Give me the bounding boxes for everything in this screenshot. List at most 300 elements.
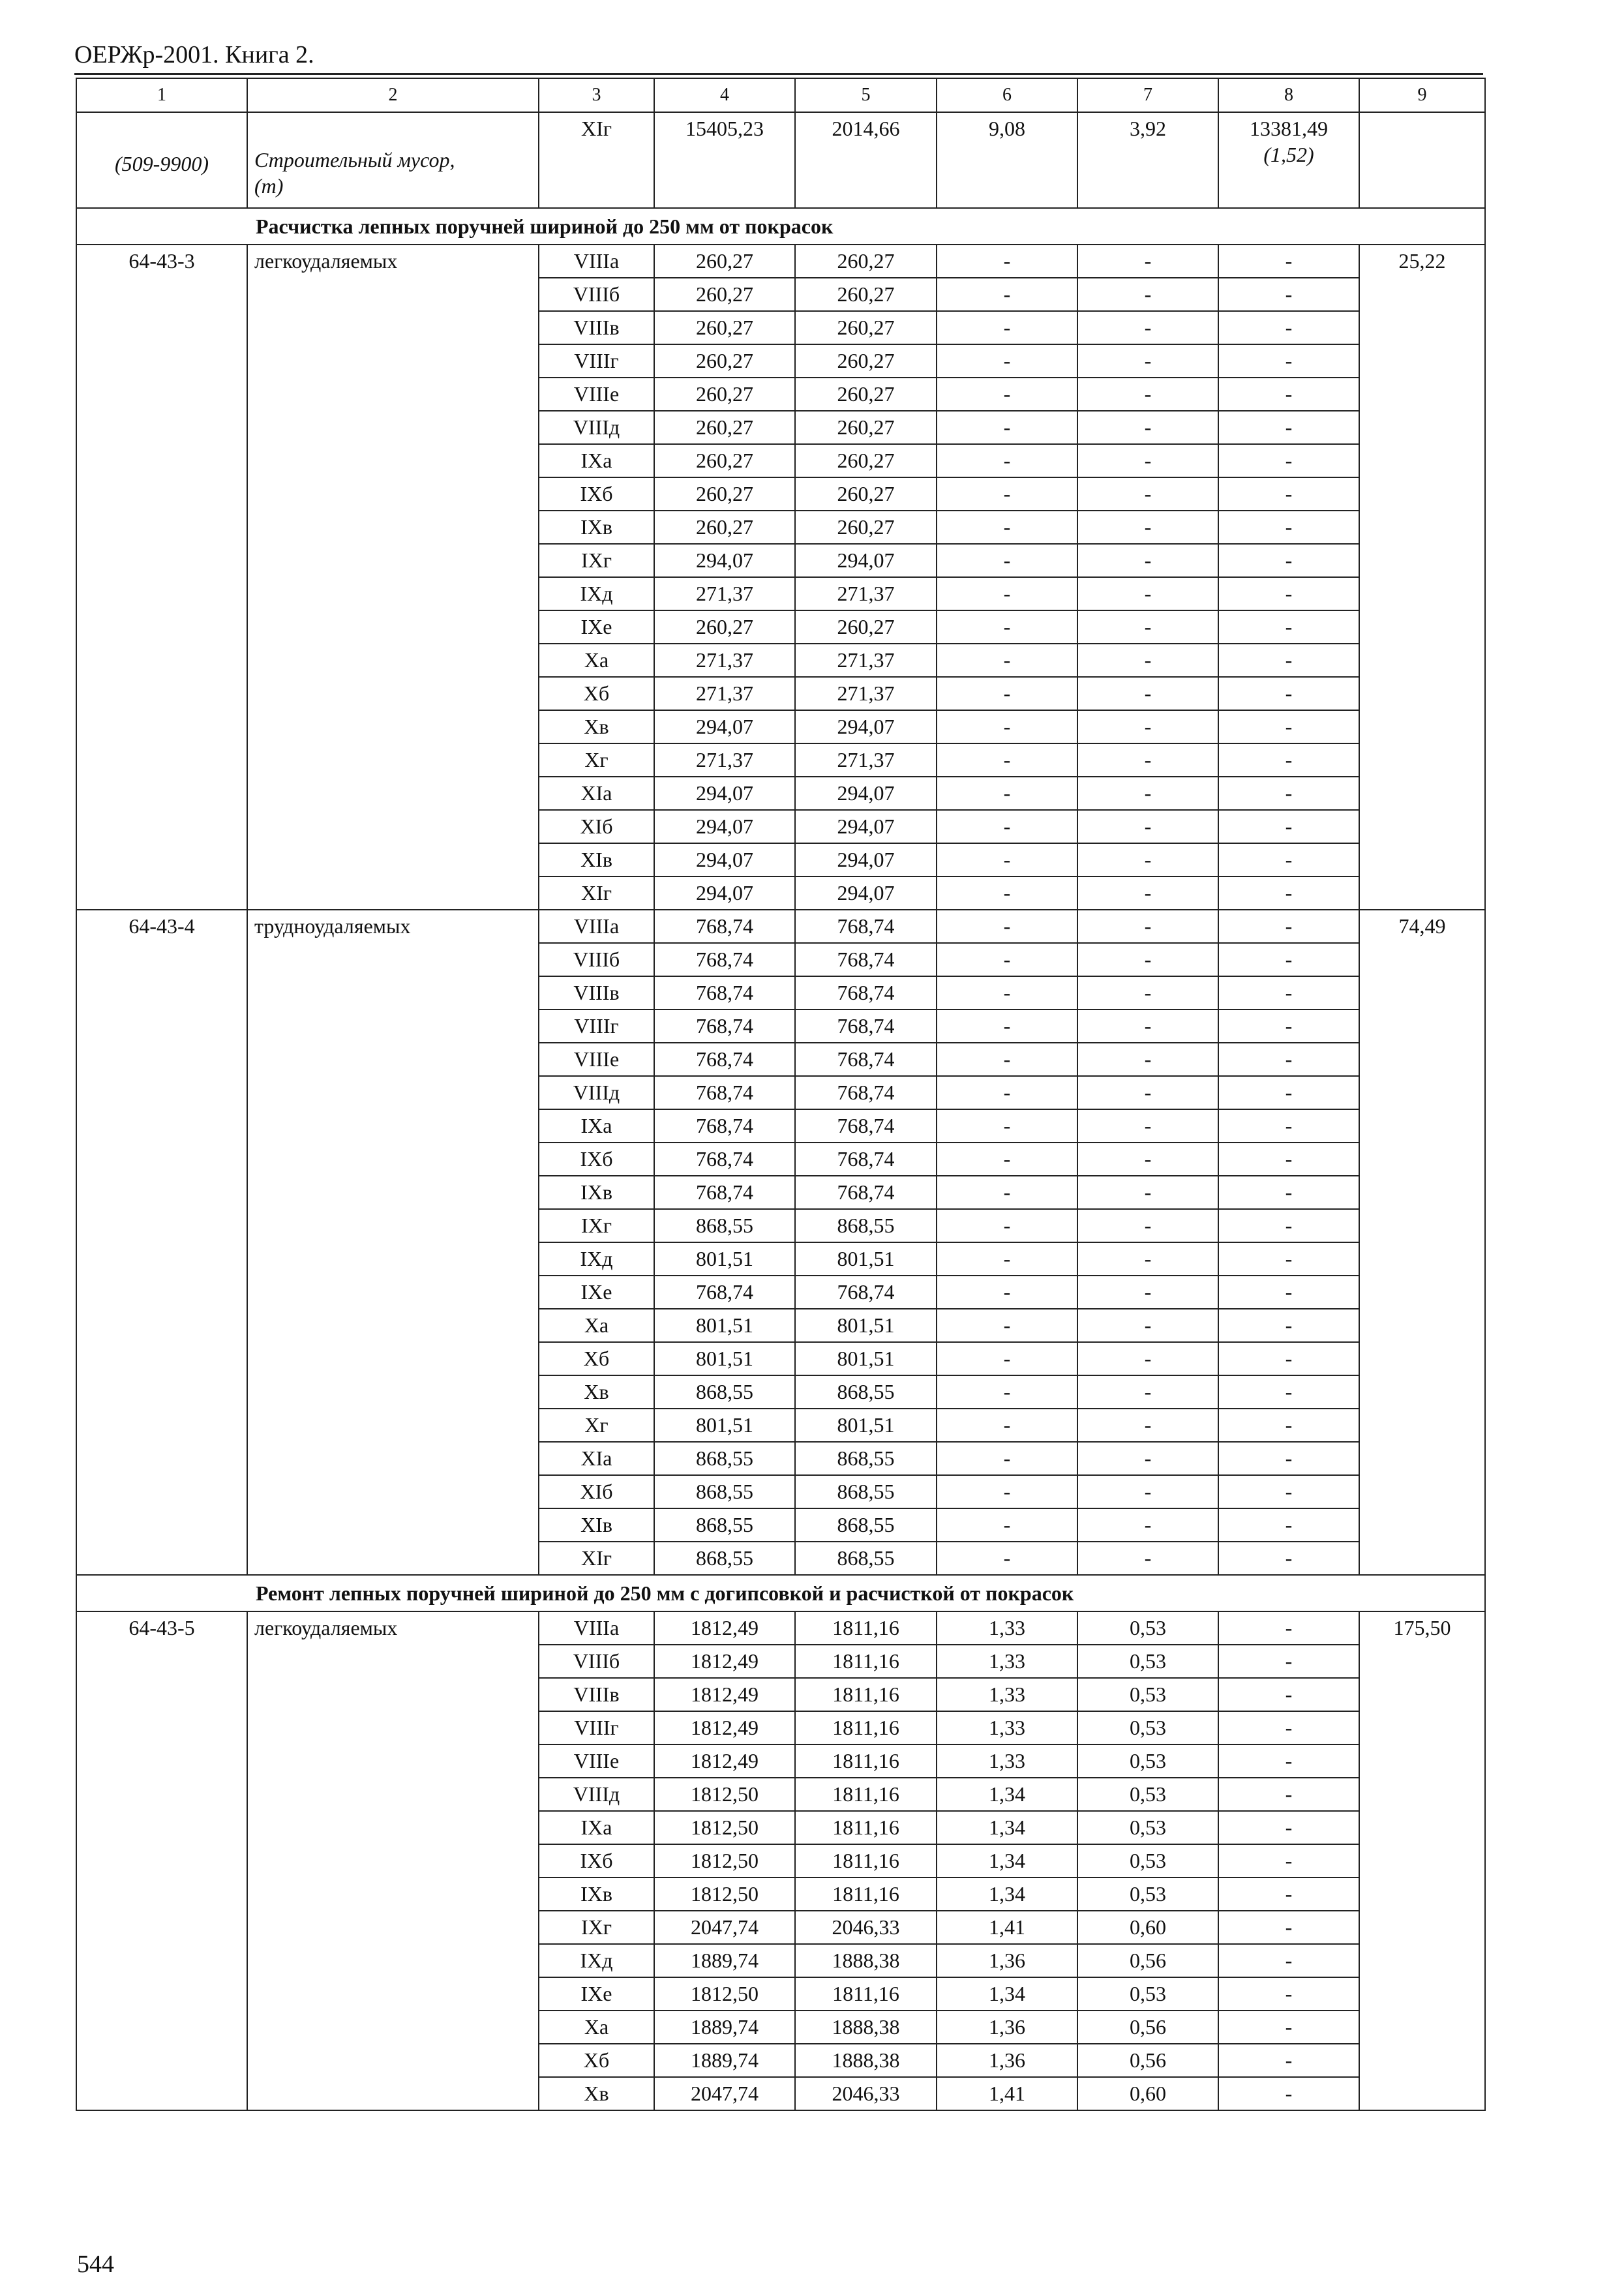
work-name: легкоудаляемых [247,1611,539,2110]
materials-cell: - [1218,843,1359,876]
zone-cell: VIIIв [539,311,654,344]
material-name-cell [247,112,539,208]
materials-cell: - [1218,1375,1359,1409]
total-cost-cell: 801,51 [654,1309,795,1342]
wages-cell: 1811,16 [795,1977,937,2011]
zone-cell: Xа [539,2011,654,2044]
machines-cell: 1,34 [937,1778,1077,1811]
machinist-wages-cell: - [1077,1342,1218,1375]
materials-cell: - [1218,1911,1359,1944]
machines-cell: - [937,477,1077,511]
materials-cell: - [1218,1611,1359,1645]
wages-cell: 768,74 [795,943,937,976]
wages-cell: 260,27 [795,278,937,311]
materials-cell: - [1218,477,1359,511]
materials-cell: - [1218,610,1359,644]
materials-cell: - [1218,976,1359,1010]
materials-cell: - [1218,677,1359,710]
zone-cell: IXд [539,1242,654,1276]
machinist-wages-cell: 0,53 [1077,1678,1218,1711]
machinist-wages-cell: - [1077,610,1218,644]
wages-cell: 1888,38 [795,2011,937,2044]
zone-cell: IXа [539,1109,654,1143]
wages-cell: 294,07 [795,843,937,876]
materials-cell: - [1218,1542,1359,1575]
material-unit: (т) [254,174,284,198]
total-cost-cell: 768,74 [654,1109,795,1143]
material-c9 [1359,112,1485,208]
total-cost-cell: 1812,50 [654,1878,795,1911]
zone-cell: VIIIг [539,1711,654,1744]
materials-cell: - [1218,1778,1359,1811]
machinist-wages-cell: 0,60 [1077,2077,1218,2110]
column-number-row [76,78,1485,112]
materials-cell: - [1218,1043,1359,1076]
machines-cell: - [937,344,1077,378]
zone-cell: VIIIа [539,245,654,278]
zone-cell: Xб [539,2044,654,2077]
zone-cell: XIа [539,1442,654,1475]
labor-cost-cell: 25,22 [1359,245,1485,910]
machines-cell: 1,36 [937,2011,1077,2044]
machinist-wages-cell: - [1077,1276,1218,1309]
wages-cell: 260,27 [795,344,937,378]
wages-cell: 1811,16 [795,1878,937,1911]
machines-cell: - [937,1309,1077,1342]
total-cost-cell: 1812,50 [654,1844,795,1878]
machines-cell: 1,41 [937,2077,1077,2110]
machinist-wages-cell: 0,53 [1077,1711,1218,1744]
materials-cell: - [1218,1711,1359,1744]
zone-cell: IXд [539,1944,654,1977]
materials-cell: - [1218,1442,1359,1475]
total-cost-cell: 801,51 [654,1342,795,1375]
materials-cell: - [1218,777,1359,810]
machinist-wages-cell: - [1077,411,1218,444]
total-cost-cell: 271,37 [654,577,795,610]
section-title: Расчистка лепных поручней шириной до 250 мм от покрасок [76,208,1485,245]
materials-cell: - [1218,1811,1359,1844]
materials-cell: - [1218,444,1359,477]
zone-cell: Xв [539,710,654,743]
zone-cell: IXа [539,444,654,477]
total-cost-cell: 294,07 [654,843,795,876]
machinist-wages-cell: - [1077,976,1218,1010]
machinist-wages-cell: - [1077,710,1218,743]
materials-cell: - [1218,2077,1359,2110]
machinist-wages-cell: 0,56 [1077,2011,1218,2044]
materials-cell: - [1218,411,1359,444]
machinist-wages-cell: - [1077,910,1218,943]
machines-cell: - [937,411,1077,444]
machines-cell: - [937,710,1077,743]
materials-cell: - [1218,577,1359,610]
total-cost-cell: 768,74 [654,1143,795,1176]
wages-cell: 801,51 [795,1342,937,1375]
zone-cell: VIIIе [539,1043,654,1076]
wages-cell: 1811,16 [795,1811,937,1844]
machines-cell: 1,36 [937,2044,1077,2077]
machinist-wages-cell: - [1077,1508,1218,1542]
machines-cell: - [937,777,1077,810]
total-cost-cell: 868,55 [654,1508,795,1542]
zone-cell: IXв [539,1176,654,1209]
zone-cell: IXе [539,610,654,644]
materials-cell: - [1218,743,1359,777]
machines-cell: - [937,1409,1077,1442]
wages-cell: 271,37 [795,743,937,777]
zone-cell: IXд [539,577,654,610]
zone-cell: VIIIг [539,1010,654,1043]
machinist-wages-cell: - [1077,1309,1218,1342]
machines-cell: - [937,810,1077,843]
zone-cell: Xа [539,1309,654,1342]
total-cost-cell: 768,74 [654,1276,795,1309]
material-code: (509-9900) [76,112,247,208]
machinist-wages-cell: - [1077,876,1218,910]
column-header: 5 [795,78,937,112]
wages-cell: 768,74 [795,1176,937,1209]
zone-cell: VIIIа [539,910,654,943]
zone-cell: XIв [539,843,654,876]
machines-cell: - [937,976,1077,1010]
zone-cell: IXб [539,1143,654,1176]
machinist-wages-cell: - [1077,943,1218,976]
total-cost-cell: 260,27 [654,477,795,511]
machinist-wages-cell: - [1077,1475,1218,1508]
wages-cell: 294,07 [795,810,937,843]
materials-cell: - [1218,311,1359,344]
wages-cell: 768,74 [795,1143,937,1176]
total-cost-cell: 1889,74 [654,2011,795,2044]
machines-cell: - [937,378,1077,411]
machines-cell: - [937,544,1077,577]
machines-cell: - [937,1342,1077,1375]
machines-cell: - [937,311,1077,344]
machines-cell: - [937,577,1077,610]
materials-cell: - [1218,910,1359,943]
machines-cell: - [937,943,1077,976]
machinist-wages-cell: 0,53 [1077,1778,1218,1811]
materials-cell: - [1218,344,1359,378]
wages-cell: 260,27 [795,444,937,477]
machinist-wages-cell: 0,53 [1077,1811,1218,1844]
machines-cell: - [937,677,1077,710]
zone-cell: Xг [539,1409,654,1442]
wages-cell: 1888,38 [795,2044,937,2077]
machines-cell: - [937,910,1077,943]
wages-cell: 801,51 [795,1309,937,1342]
materials-cell: - [1218,1409,1359,1442]
material-c5: 2014,66 [795,112,937,208]
total-cost-cell: 768,74 [654,1043,795,1076]
wages-cell: 271,37 [795,644,937,677]
zone-cell: Xг [539,743,654,777]
material-c8: 13381,49 [1250,117,1328,140]
materials-cell: - [1218,1645,1359,1678]
zone-cell: IXг [539,544,654,577]
wages-cell: 260,27 [795,311,937,344]
wages-cell: 868,55 [795,1475,937,1508]
materials-cell: - [1218,2011,1359,2044]
total-cost-cell: 768,74 [654,1176,795,1209]
zone-cell: XIг [539,1542,654,1575]
materials-cell: - [1218,876,1359,910]
materials-cell: - [1218,1209,1359,1242]
wages-cell: 271,37 [795,577,937,610]
rate-code: 64-43-4 [76,910,247,1575]
total-cost-cell: 271,37 [654,644,795,677]
machinist-wages-cell: - [1077,278,1218,311]
machinist-wages-cell: - [1077,1143,1218,1176]
wages-cell: 1811,16 [795,1678,937,1711]
zone-cell: VIIIв [539,976,654,1010]
machinist-wages-cell: - [1077,1375,1218,1409]
zone-cell: IXе [539,1977,654,2011]
work-name: легкоудаляемых [247,245,539,910]
zone-cell: IXб [539,477,654,511]
machines-cell: - [937,278,1077,311]
zone-cell: XIб [539,1475,654,1508]
total-cost-cell: 260,27 [654,411,795,444]
machines-cell: - [937,1276,1077,1309]
column-header: 9 [1359,78,1485,112]
wages-cell: 801,51 [795,1242,937,1276]
rate-code: 64-43-3 [76,245,247,910]
machinist-wages-cell: 0,53 [1077,1977,1218,2011]
zone-cell: XIб [539,810,654,843]
machinist-wages-cell: 0,53 [1077,1744,1218,1778]
machinist-wages-cell: - [1077,743,1218,777]
machinist-wages-cell: - [1077,644,1218,677]
wages-cell: 1811,16 [795,1778,937,1811]
wages-cell: 260,27 [795,378,937,411]
wages-cell: 1811,16 [795,1611,937,1645]
machinist-wages-cell: - [1077,1010,1218,1043]
machines-cell: - [937,1176,1077,1209]
machinist-wages-cell: - [1077,245,1218,278]
machinist-wages-cell: - [1077,311,1218,344]
material-c8-cell [1218,112,1359,208]
machines-cell: - [937,610,1077,644]
zone-cell: IXв [539,1878,654,1911]
machines-cell: 1,33 [937,1678,1077,1711]
machinist-wages-cell: 0,56 [1077,1944,1218,1977]
materials-cell: - [1218,1678,1359,1711]
wages-cell: 868,55 [795,1508,937,1542]
machines-cell: 1,33 [937,1645,1077,1678]
wages-cell: 260,27 [795,477,937,511]
total-cost-cell: 1812,49 [654,1645,795,1678]
machinist-wages-cell: 0,56 [1077,2044,1218,2077]
materials-cell: - [1218,378,1359,411]
materials-cell: - [1218,943,1359,976]
machines-cell: - [937,1242,1077,1276]
rates-table [76,78,1486,2111]
materials-cell: - [1218,1844,1359,1878]
materials-cell: - [1218,1143,1359,1176]
materials-cell: - [1218,810,1359,843]
machinist-wages-cell: - [1077,1043,1218,1076]
wages-cell: 2046,33 [795,2077,937,2110]
total-cost-cell: 801,51 [654,1409,795,1442]
machinist-wages-cell: - [1077,1109,1218,1143]
total-cost-cell: 294,07 [654,876,795,910]
total-cost-cell: 294,07 [654,710,795,743]
machines-cell: 1,41 [937,1911,1077,1944]
zone-cell: XIв [539,1508,654,1542]
machinist-wages-cell: 0,53 [1077,1645,1218,1678]
wages-cell: 768,74 [795,1043,937,1076]
total-cost-cell: 1812,49 [654,1611,795,1645]
zone-cell: VIIIд [539,1076,654,1109]
wages-cell: 294,07 [795,544,937,577]
machinist-wages-cell: 0,53 [1077,1878,1218,1911]
machinist-wages-cell: - [1077,810,1218,843]
machinist-wages-cell: 0,60 [1077,1911,1218,1944]
zone-cell: Xв [539,1375,654,1409]
machinist-wages-cell: - [1077,1409,1218,1442]
machines-cell: 1,33 [937,1611,1077,1645]
machines-cell: - [937,1508,1077,1542]
machines-cell: - [937,644,1077,677]
machinist-wages-cell: - [1077,1209,1218,1242]
column-header: 3 [539,78,654,112]
wages-cell: 768,74 [795,1076,937,1109]
zone-cell: XIа [539,777,654,810]
work-name: трудноудаляемых [247,910,539,1575]
machinist-wages-cell: - [1077,1542,1218,1575]
machinist-wages-cell: - [1077,444,1218,477]
total-cost-cell: 260,27 [654,511,795,544]
materials-cell: - [1218,1475,1359,1508]
zone-cell: VIIIе [539,1744,654,1778]
material-zone: XIг [539,112,654,208]
material-c6: 9,08 [937,112,1077,208]
machinist-wages-cell: 0,53 [1077,1844,1218,1878]
machines-cell: 1,34 [937,1977,1077,2011]
total-cost-cell: 260,27 [654,378,795,411]
total-cost-cell: 868,55 [654,1442,795,1475]
column-header: 7 [1077,78,1218,112]
materials-cell: - [1218,1508,1359,1542]
zone-cell: Xб [539,1342,654,1375]
wages-cell: 294,07 [795,876,937,910]
machines-cell: 1,34 [937,1878,1077,1911]
wages-cell: 260,27 [795,610,937,644]
wages-cell: 768,74 [795,1276,937,1309]
total-cost-cell: 1812,49 [654,1678,795,1711]
machinist-wages-cell: - [1077,677,1218,710]
total-cost-cell: 768,74 [654,976,795,1010]
machinist-wages-cell: - [1077,577,1218,610]
machines-cell: 1,34 [937,1811,1077,1844]
machines-cell: - [937,511,1077,544]
materials-cell: - [1218,2044,1359,2077]
machines-cell: - [937,876,1077,910]
machinist-wages-cell: - [1077,777,1218,810]
zone-cell: Xб [539,677,654,710]
total-cost-cell: 768,74 [654,1010,795,1043]
materials-cell: - [1218,1276,1359,1309]
zone-cell: IXг [539,1209,654,1242]
total-cost-cell: 768,74 [654,910,795,943]
material-c8-sub: (1,52) [1263,143,1314,166]
zone-cell: IXв [539,511,654,544]
machines-cell: 1,33 [937,1711,1077,1744]
rate-code: 64-43-5 [76,1611,247,2110]
materials-cell: - [1218,1176,1359,1209]
total-cost-cell: 260,27 [654,311,795,344]
materials-cell: - [1218,278,1359,311]
total-cost-cell: 260,27 [654,610,795,644]
machines-cell: - [937,1209,1077,1242]
materials-cell: - [1218,1977,1359,2011]
total-cost-cell: 868,55 [654,1209,795,1242]
total-cost-cell: 271,37 [654,743,795,777]
machines-cell: - [937,1375,1077,1409]
zone-cell: VIIIа [539,1611,654,1645]
total-cost-cell: 1812,50 [654,1977,795,2011]
total-cost-cell: 1889,74 [654,2044,795,2077]
wages-cell: 1888,38 [795,1944,937,1977]
materials-cell: - [1218,1944,1359,1977]
total-cost-cell: 1812,49 [654,1711,795,1744]
column-header: 4 [654,78,795,112]
total-cost-cell: 294,07 [654,544,795,577]
wages-cell: 1811,16 [795,1844,937,1878]
zone-cell: VIIIб [539,278,654,311]
column-header: 1 [76,78,247,112]
wages-cell: 260,27 [795,411,937,444]
machinist-wages-cell: - [1077,511,1218,544]
wages-cell: 1811,16 [795,1744,937,1778]
page-number: 544 [77,2251,114,2278]
wages-cell: 868,55 [795,1442,937,1475]
total-cost-cell: 260,27 [654,444,795,477]
materials-cell: - [1218,1242,1359,1276]
zone-cell: VIIIг [539,344,654,378]
total-cost-cell: 294,07 [654,810,795,843]
wages-cell: 260,27 [795,245,937,278]
wages-cell: 260,27 [795,511,937,544]
wages-cell: 271,37 [795,677,937,710]
machines-cell: 1,36 [937,1944,1077,1977]
materials-cell: - [1218,1010,1359,1043]
total-cost-cell: 260,27 [654,344,795,378]
machines-cell: - [937,843,1077,876]
wages-cell: 868,55 [795,1375,937,1409]
section-title-row [76,208,1485,245]
total-cost-cell: 1812,50 [654,1811,795,1844]
total-cost-cell: 294,07 [654,777,795,810]
materials-cell: - [1218,1309,1359,1342]
total-cost-cell: 1889,74 [654,1944,795,1977]
machinist-wages-cell: - [1077,1076,1218,1109]
column-header: 6 [937,78,1077,112]
total-cost-cell: 768,74 [654,1076,795,1109]
total-cost-cell: 1812,50 [654,1778,795,1811]
machinist-wages-cell: - [1077,344,1218,378]
wages-cell: 294,07 [795,777,937,810]
header-rule [74,73,1483,75]
machines-cell: - [937,1043,1077,1076]
materials-cell: - [1218,1744,1359,1778]
wages-cell: 2046,33 [795,1911,937,1944]
machinist-wages-cell: - [1077,843,1218,876]
machines-cell: - [937,1076,1077,1109]
machines-cell: - [937,1109,1077,1143]
